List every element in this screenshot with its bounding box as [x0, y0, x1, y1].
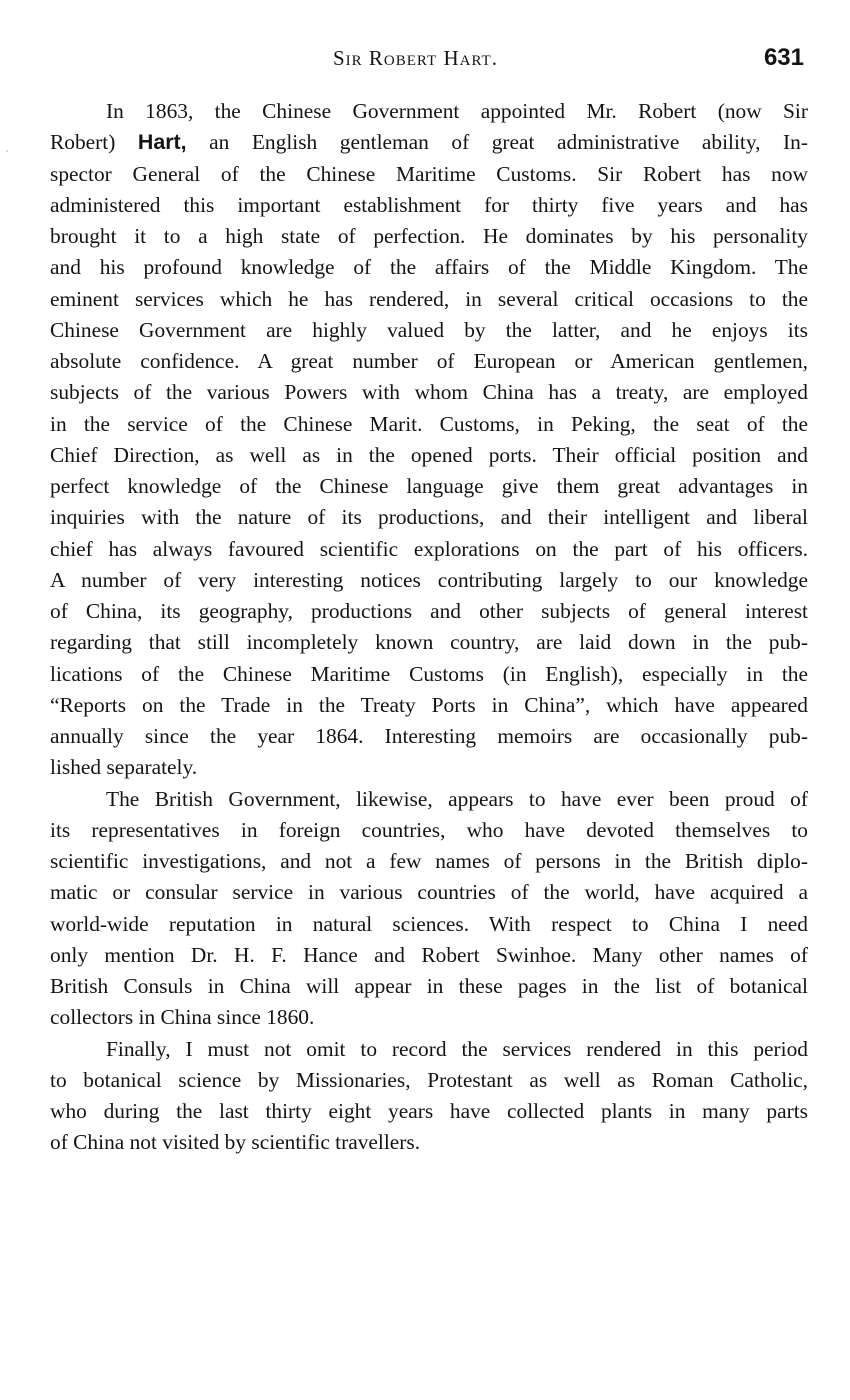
text-line: British Consuls in China will appear in these pages in the list of botanical	[50, 974, 808, 998]
text-line: The British Government, likewise, appears to have ever been proud of	[106, 786, 808, 811]
text-line: eminent services which he has rendered, in several critical occasions to the	[50, 286, 808, 311]
text-line: and his profound knowledge of the affairs of the Middle Kingdom. The	[50, 255, 808, 280]
text-line: lications of the Chinese Maritime Customs (in English), especially in the	[50, 661, 808, 686]
text-line: scientific investigations, and not a few names of persons in the British diplo-	[50, 849, 808, 873]
text-line: Chief Direction, as well as in the opened ports. Their official position and	[50, 442, 808, 467]
text-line: who during the last thirty eight years have collected plants in many parts	[50, 1099, 808, 1123]
text-line: spector General of the Chinese Maritime Customs. Sir Robert has now	[50, 161, 808, 186]
text-line: lished separately.	[50, 755, 198, 780]
text-line	[50, 127, 808, 158]
text-line: Finally, I must not omit to record the services rendered in this period	[106, 1036, 808, 1061]
text-line: perfect knowledge of the Chinese language give them great advantages in	[50, 474, 808, 498]
text-line: to botanical science by Missionaries, Protestant as well as Roman Catholic,	[50, 1067, 808, 1092]
text-segment: an English gentleman of great administrative ability, In-	[186, 130, 808, 155]
name-hart: Hart,	[137, 130, 187, 155]
text-line: in the service of the Chinese Marit. Customs, in Peking, the seat of the	[50, 411, 808, 436]
text-segment: Robert)	[50, 130, 138, 155]
text-line: Chinese Government are highly valued by the latter, and he enjoys its	[50, 317, 808, 342]
paragraph-missionaries	[50, 1034, 808, 1159]
text-line: collectors in China since 1860.	[50, 1005, 315, 1030]
text-line: of China, its geography, productions and other subjects of general interest	[50, 599, 808, 623]
page-speck	[6, 150, 8, 152]
paragraph-hart	[50, 96, 808, 784]
text-line: its representatives in foreign countries, who have devoted themselves to	[50, 817, 808, 842]
text-line: subjects of the various Powers with whom China has a treaty, are employed	[50, 380, 808, 405]
text-line: In 1863, the Chinese Government appointed Mr. Robert (now Sir	[106, 99, 808, 123]
text-line: inquiries with the nature of its productions, and their intelligent and liberal	[50, 505, 808, 530]
text-line: absolute confidence. A great number of European or American gentlemen,	[50, 349, 808, 373]
text-line: administered this important establishment for thirty five years and has	[50, 192, 808, 217]
text-line: chief has always favoured scientific explorations on the part of his officers.	[50, 536, 808, 561]
text-line: “Reports on the Trade in the Treaty Ports in China”, which have appeared	[50, 692, 808, 717]
text-line: A number of very interesting notices contributing largely to our knowledge	[50, 567, 808, 592]
running-title: Sir Robert Hart.	[333, 46, 498, 70]
paragraph-british-government	[50, 784, 808, 1034]
text-line: of China not visited by scientific travellers.	[50, 1130, 421, 1155]
page-number: 631	[763, 44, 804, 71]
text-line: matic or consular service in various countries of the world, have acquired a	[50, 880, 808, 905]
text-line: brought it to a high state of perfection. He dominates by his personality	[50, 224, 808, 248]
text-line: regarding that still incompletely known country, are laid down in the pub-	[50, 630, 808, 655]
running-head	[0, 46, 850, 76]
body-text	[50, 96, 808, 1159]
text-line: annually since the year 1864. Interesting memoirs are occasionally pub-	[50, 724, 808, 748]
text-line: world-wide reputation in natural sciences. With respect to China I need	[50, 911, 808, 936]
text-line: only mention Dr. H. F. Hance and Robert Swinhoe. Many other names of	[50, 942, 808, 967]
